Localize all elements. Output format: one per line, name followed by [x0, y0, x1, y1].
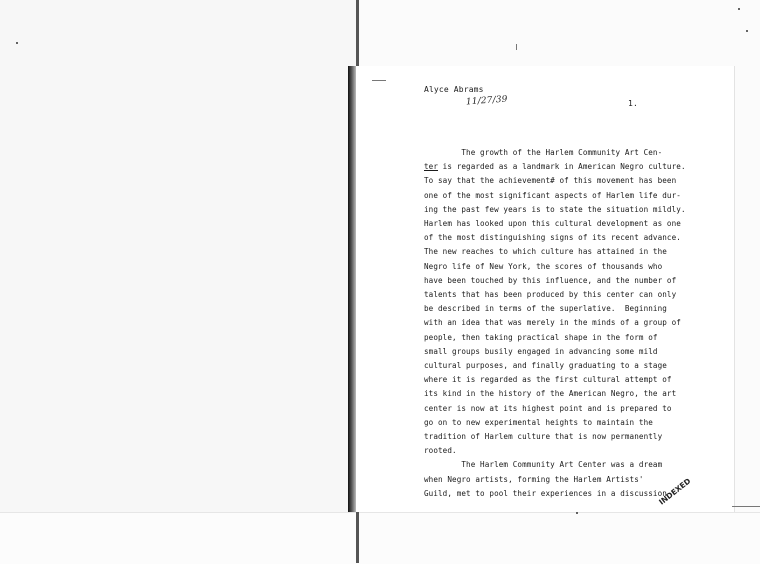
left-blank-page	[0, 0, 356, 512]
typed-line: small groups busily engaged in advancing some mild	[424, 346, 658, 356]
typed-line: Negro life of New York, the scores of thousands who	[424, 261, 663, 271]
typed-line: tradition of Harlem culture that is now permanently	[424, 432, 663, 441]
typed-line: talents that has been produced by this center can only	[424, 290, 677, 299]
page-number: 1.	[628, 99, 638, 108]
typed-line: have been touched by this influence, and the number of	[424, 275, 677, 285]
typed-line: The growth of the Harlem Community Art Cen-	[424, 148, 663, 157]
underlined-word: ter	[424, 162, 439, 172]
bottom-margin-strip	[0, 512, 760, 564]
typed-sheet	[356, 66, 735, 512]
typed-line: The Harlem Community Art Center was a dream	[424, 460, 663, 470]
typed-line: cultural purposes, and finally graduating to a stage	[424, 361, 667, 370]
indexed-stamp: INDEXED	[657, 476, 693, 507]
typed-line: of the most distinguishing signs of its recent advance.	[424, 233, 681, 243]
scan-mark	[732, 506, 760, 507]
scan-mark	[372, 80, 386, 81]
typed-line: its kind in the history of the American Negro, the art	[424, 389, 677, 399]
typed-line: center is now at its highest point and is prepared to	[424, 403, 672, 413]
typed-line: with an idea that was merely in the minds of a group of	[424, 318, 681, 328]
dust-speck	[16, 42, 18, 44]
typed-line: The new reaches to which culture has attained in the	[424, 247, 667, 257]
author-name: Alyce Abrams	[424, 85, 484, 94]
scan-mark	[516, 44, 517, 50]
typed-line: go on to new experimental heights to maintain the	[424, 417, 653, 427]
typed-line: rooted.	[424, 446, 457, 456]
handwritten-date: 11/27/39	[465, 94, 508, 108]
typed-line: Harlem has looked upon this cultural development as one	[424, 219, 681, 228]
typed-line: ter is regarded as a landmark in American Negro culture.	[424, 162, 686, 172]
spine-shadow	[348, 66, 356, 512]
dust-speck	[576, 512, 578, 514]
typed-line: ing the past few years is to state the situation mildly.	[424, 204, 686, 214]
typed-line: Guild, met to pool their experiences in a discussion	[424, 488, 667, 498]
typed-line: To say that the achievement# of this movement has been	[424, 176, 677, 186]
typed-line: when Negro artists, forming the Harlem Artists'	[424, 474, 644, 484]
typed-line: one of the most significant aspects of Harlem life dur-	[424, 190, 681, 200]
typed-line: where it is regarded as the first cultural attempt of	[424, 375, 672, 385]
typed-line: people, then taking practical shape in the form of	[424, 332, 658, 342]
dust-speck	[746, 30, 748, 32]
typed-line: be described in terms of the superlative. Beginning	[424, 304, 667, 314]
dust-speck	[738, 8, 740, 10]
